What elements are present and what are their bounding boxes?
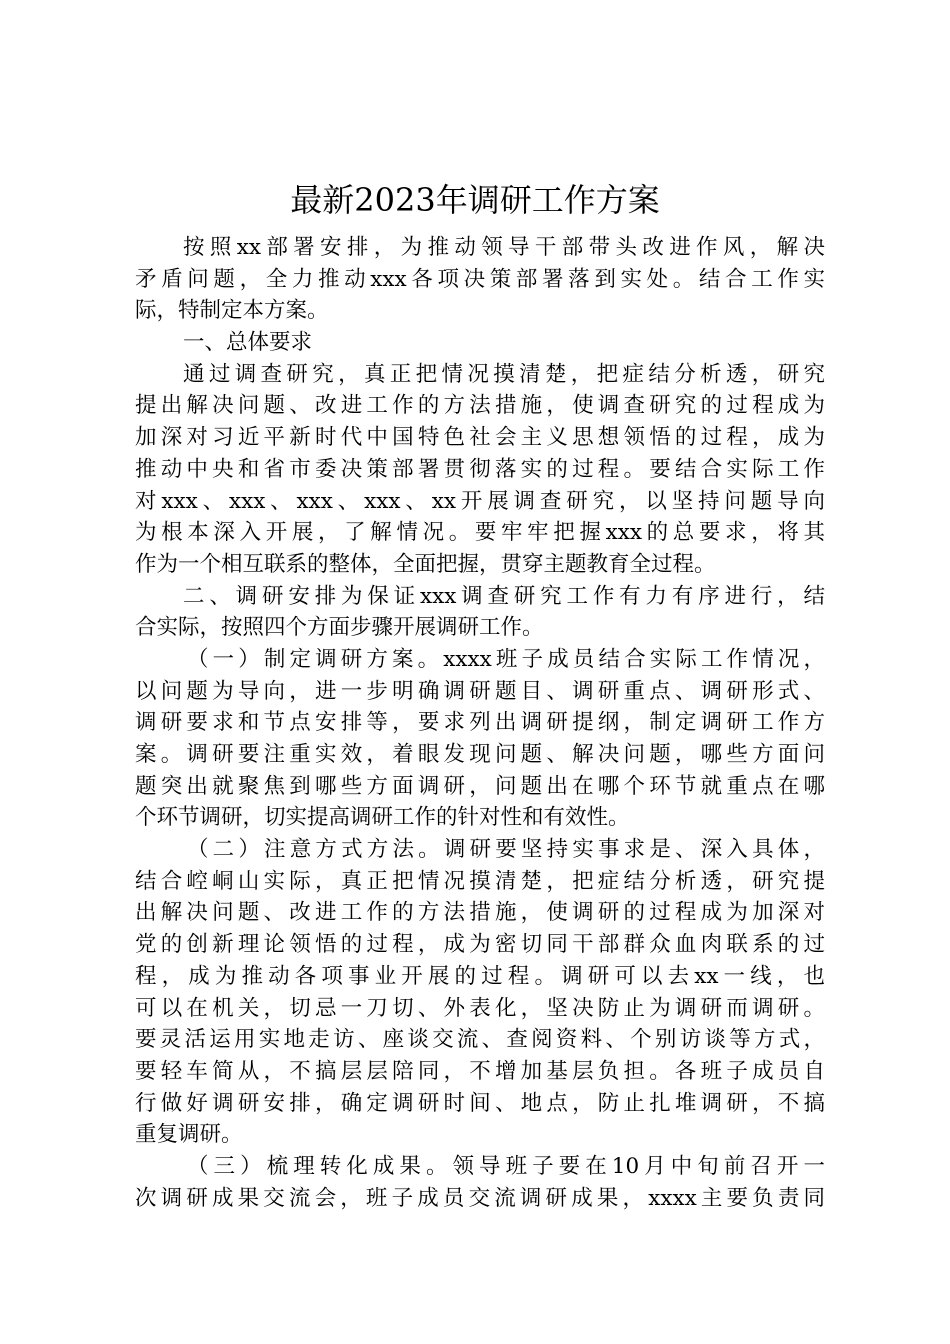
subsection-heading: （一）制定调研方案。xxxx班子成员结合实际工作情况， [187, 646, 825, 672]
paragraph-line: 按照xx部署安排，为推动领导干部带头改进作风，解决 [183, 235, 825, 260]
paragraph-line: 对xxx、xxx、xxx、xxx、xx开展调查研究，以坚持问题导向 [135, 488, 825, 514]
paragraph-line: 重复调研。 [135, 1122, 243, 1148]
paragraph-line: 可以在机关，切忌一刀切、外表化，坚决防止为调研而调研。 [135, 995, 825, 1021]
paragraph-line: 为根本深入开展，了解情况。要牢牢把握xxx的总要求，将其 [135, 520, 825, 546]
paragraph-line: 要轻车简从，不搞层层陪同，不增加基层负担。各班子成员自 [135, 1058, 825, 1084]
paragraph-line: 加深对习近平新时代中国特色社会主义思想领悟的过程，成为 [135, 425, 825, 451]
paragraph-line: 要灵活运用实地走访、座谈交流、查阅资料、个别访谈等方式， [135, 1027, 825, 1053]
subsection-heading: （三）梳理转化成果。领导班子要在10月中旬前召开一 [187, 1153, 825, 1179]
subsection-heading: （二）注意方式方法。调研要坚持实事求是、深入具体， [187, 837, 825, 863]
paragraph-line: 个环节调研，切实提高调研工作的针对性和有效性。 [135, 805, 630, 831]
paragraph-line: 作为一个相互联系的整体，全面把握，贯穿主题教育全过程。 [135, 551, 716, 577]
paragraph-line: 结合崆峒山实际，真正把情况摸清楚，把症结分析透，研究提 [135, 868, 825, 894]
paragraph-line: 提出解决问题、改进工作的方法措施，使调查研究的过程成为 [135, 393, 825, 419]
document-title: 最新2023年调研工作方案 [290, 181, 660, 219]
paragraph-line: 矛盾问题，全力推动xxx各项决策部署落到实处。结合工作实 [135, 266, 825, 292]
paragraph-line: 通过调查研究，真正把情况摸清楚，把症结分析透，研究 [183, 361, 825, 387]
section-heading: 二、调研安排为保证xxx调查研究工作有力有序进行，结 [183, 583, 825, 609]
paragraph-line: 际，特制定本方案。 [135, 298, 329, 324]
paragraph-line: 程，成为推动各项事业开展的过程。调研可以去xx一线，也 [135, 963, 825, 989]
paragraph-line: 案。调研要注重实效，着眼发现问题、解决问题，哪些方面问 [135, 742, 825, 767]
paragraph-line: 调研要求和节点安排等，要求列出调研提纲，制定调研工作方 [135, 710, 825, 736]
paragraph-line: 党的创新理论领悟的过程，成为密切同干部群众血肉联系的过 [135, 932, 825, 958]
section-heading: 一、总体要求 [183, 330, 313, 356]
paragraph-line: 合实际，按照四个方面步骤开展调研工作。 [135, 615, 544, 641]
paragraph-line: 推动中央和省市委决策部署贯彻落实的过程。要结合实际工作 [135, 456, 825, 482]
paragraph-line: 行做好调研安排，确定调研时间、地点，防止扎堆调研，不搞 [135, 1090, 825, 1116]
paragraph-line: 出解决问题、改进工作的方法措施，使调研的过程成为加深对 [135, 900, 825, 926]
paragraph-line: 次调研成果交流会，班子成员交流调研成果，xxxx主要负责同 [135, 1185, 825, 1211]
paragraph-line: 题突出就聚焦到哪些方面调研，问题出在哪个环节就重点在哪 [135, 773, 825, 799]
paragraph-line: 以问题为导向，进一步明确调研题目、调研重点、调研形式、 [135, 678, 825, 704]
document-body [135, 232, 825, 1214]
